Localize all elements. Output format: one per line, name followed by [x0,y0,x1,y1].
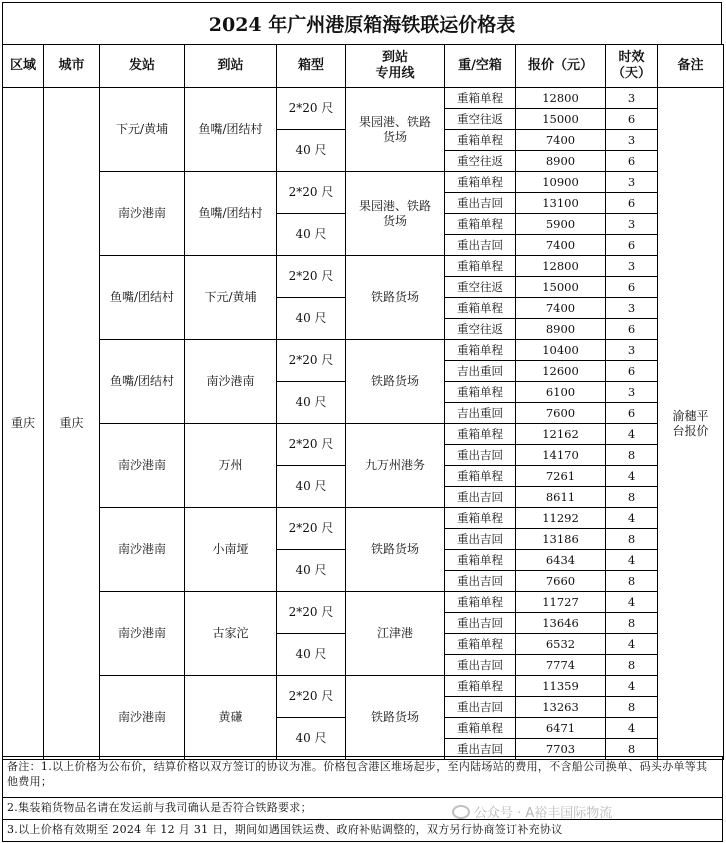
price-cell: 7774 [516,655,606,676]
price-cell: 12600 [516,361,606,382]
from-station-cell: 南沙港南 [100,508,185,592]
price-cell: 10900 [516,172,606,193]
load-cell: 重箱单程 [445,550,516,571]
header-box-type: 箱型 [277,45,346,88]
remark-cell: 渝穗平台报价 [658,88,724,760]
days-cell: 4 [606,466,658,487]
days-cell: 3 [606,340,658,361]
load-cell: 重箱单程 [445,214,516,235]
price-cell: 14170 [516,445,606,466]
load-cell: 重出吉回 [445,193,516,214]
price-cell: 6471 [516,718,606,739]
days-cell: 4 [606,550,658,571]
days-cell: 4 [606,634,658,655]
price-cell: 12800 [516,88,606,109]
days-cell: 3 [606,130,658,151]
load-cell: 重箱单程 [445,718,516,739]
days-cell: 4 [606,592,658,613]
days-cell: 3 [606,88,658,109]
box-type-cell: 40 尺 [277,382,346,424]
price-cell: 5900 [516,214,606,235]
price-cell: 7261 [516,466,606,487]
header-region: 区域 [3,45,44,88]
line-cell: 铁路货场 [346,256,445,340]
table-row [3,88,724,109]
price-cell: 8900 [516,319,606,340]
from-station-cell: 南沙港南 [100,592,185,676]
to-station-cell: 小南垭 [185,508,277,592]
from-station-cell: 南沙港南 [100,172,185,256]
from-station-cell: 南沙港南 [100,676,185,760]
price-cell: 6100 [516,382,606,403]
line-cell: 铁路货场 [346,340,445,424]
days-cell: 4 [606,508,658,529]
box-type-cell: 2*20 尺 [277,424,346,466]
note-1: 备注：1.以上价格为公布价，结算价格以双方签订的协议为准。价格包含港区堆场起步，至内陆场站的费用，不含船公司换单、码头办单等其他费用； [2,756,723,798]
load-cell: 重箱单程 [445,466,516,487]
box-type-cell: 2*20 尺 [277,508,346,550]
watermark [452,802,612,821]
load-cell: 吉出重回 [445,403,516,424]
days-cell: 6 [606,109,658,130]
price-cell: 13100 [516,193,606,214]
load-cell: 重出吉回 [445,571,516,592]
days-cell: 4 [606,718,658,739]
box-type-cell: 40 尺 [277,550,346,592]
load-cell: 重箱单程 [445,424,516,445]
table-row [3,340,724,361]
box-type-cell: 2*20 尺 [277,592,346,634]
header-days: 时效 （天） [606,45,658,88]
load-cell: 重箱单程 [445,298,516,319]
watermark-text: 公众号 · A裕丰国际物流 [474,806,613,821]
to-station-cell: 鱼嘴/团结村 [185,88,277,172]
price-cell: 7400 [516,235,606,256]
note-3: 3.以上价格有效期至 2024 年 12 月 31 日，期间如遇国铁运费、政府补贴调整的，双方另行协商签订补充协议 [2,820,723,842]
load-cell: 重箱单程 [445,256,516,277]
table-row [3,592,724,613]
header-city: 城市 [44,45,100,88]
load-cell: 重出吉回 [445,487,516,508]
price-cell: 11292 [516,508,606,529]
price-cell: 10400 [516,340,606,361]
price-cell: 7400 [516,130,606,151]
box-type-cell: 2*20 尺 [277,676,346,718]
header-load: 重/空箱 [445,45,516,88]
table-body [3,88,724,760]
price-cell: 7600 [516,403,606,424]
price-cell: 7400 [516,298,606,319]
header-line: 到站 专用线 [346,45,445,88]
to-station-cell: 下元/黄埔 [185,256,277,340]
load-cell: 重出吉回 [445,739,516,760]
days-cell: 8 [606,655,658,676]
page-title: 2024 年广州港原箱海铁联运价格表 [2,2,722,44]
days-cell: 4 [606,424,658,445]
price-cell: 13186 [516,529,606,550]
load-cell: 重箱单程 [445,340,516,361]
price-cell: 8900 [516,151,606,172]
table-row [3,424,724,445]
days-cell: 3 [606,172,658,193]
box-type-cell: 40 尺 [277,634,346,676]
table-row [3,256,724,277]
from-station-cell: 鱼嘴/团结村 [100,340,185,424]
load-cell: 重空往返 [445,277,516,298]
days-cell: 3 [606,214,658,235]
box-type-cell: 2*20 尺 [277,172,346,214]
price-cell: 6434 [516,550,606,571]
header-price: 报价（元） [516,45,606,88]
load-cell: 重出吉回 [445,445,516,466]
line-cell: 江津港 [346,592,445,676]
price-cell: 13646 [516,613,606,634]
days-cell: 3 [606,298,658,319]
price-cell: 8611 [516,487,606,508]
load-cell: 重出吉回 [445,235,516,256]
load-cell: 重空往返 [445,319,516,340]
days-cell: 8 [606,571,658,592]
load-cell: 重出吉回 [445,613,516,634]
days-cell: 4 [606,676,658,697]
price-cell: 15000 [516,277,606,298]
load-cell: 重箱单程 [445,676,516,697]
to-station-cell: 南沙港南 [185,340,277,424]
price-cell: 12162 [516,424,606,445]
table-row [3,676,724,697]
price-cell: 13263 [516,697,606,718]
wechat-icon [452,805,470,819]
days-cell: 6 [606,193,658,214]
box-type-cell: 2*20 尺 [277,340,346,382]
line-cell: 果园港、铁路货场 [346,172,445,256]
box-type-cell: 2*20 尺 [277,256,346,298]
days-cell: 8 [606,487,658,508]
days-cell: 6 [606,361,658,382]
load-cell: 重箱单程 [445,88,516,109]
load-cell: 重箱单程 [445,634,516,655]
days-cell: 8 [606,445,658,466]
days-cell: 6 [606,235,658,256]
box-type-cell: 40 尺 [277,466,346,508]
days-cell: 8 [606,739,658,760]
price-cell: 15000 [516,109,606,130]
days-cell: 6 [606,151,658,172]
days-cell: 3 [606,382,658,403]
price-table [2,44,724,760]
load-cell: 重出吉回 [445,697,516,718]
note-2: 2.集装箱货物品名请在发运前与我司确认是否符合铁路要求； [2,798,723,820]
to-station-cell: 鱼嘴/团结村 [185,172,277,256]
from-station-cell: 下元/黄埔 [100,88,185,172]
from-station-cell: 鱼嘴/团结村 [100,256,185,340]
box-type-cell: 40 尺 [277,130,346,172]
days-cell: 6 [606,277,658,298]
box-type-cell: 2*20 尺 [277,88,346,130]
load-cell: 重箱单程 [445,382,516,403]
to-station-cell: 古家沱 [185,592,277,676]
line-cell: 铁路货场 [346,508,445,592]
line-cell: 果园港、铁路货场 [346,88,445,172]
line-cell: 铁路货场 [346,676,445,760]
price-cell: 11727 [516,592,606,613]
load-cell: 重箱单程 [445,130,516,151]
line-cell: 九万州港务 [346,424,445,508]
region-cell: 重庆 [3,88,44,760]
load-cell: 重空往返 [445,151,516,172]
header-from: 发站 [100,45,185,88]
header-to: 到站 [185,45,277,88]
to-station-cell: 黄磏 [185,676,277,760]
city-cell: 重庆 [44,88,100,760]
days-cell: 8 [606,529,658,550]
days-cell: 8 [606,613,658,634]
to-station-cell: 万州 [185,424,277,508]
box-type-cell: 40 尺 [277,718,346,760]
header-remark: 备注 [658,45,724,88]
days-cell: 6 [606,403,658,424]
from-station-cell: 南沙港南 [100,424,185,508]
days-cell: 6 [606,319,658,340]
box-type-cell: 40 尺 [277,298,346,340]
table-row [3,508,724,529]
load-cell: 重箱单程 [445,172,516,193]
notes-section [2,756,723,842]
price-cell: 11359 [516,676,606,697]
days-cell: 3 [606,256,658,277]
price-cell: 6532 [516,634,606,655]
price-cell: 7660 [516,571,606,592]
table-row [3,172,724,193]
load-cell: 吉出重回 [445,361,516,382]
price-cell: 12800 [516,256,606,277]
load-cell: 重出吉回 [445,529,516,550]
days-cell: 8 [606,697,658,718]
price-cell: 7703 [516,739,606,760]
table-header-row [3,45,724,88]
load-cell: 重箱单程 [445,508,516,529]
load-cell: 重空往返 [445,109,516,130]
load-cell: 重箱单程 [445,592,516,613]
load-cell: 重出吉回 [445,655,516,676]
box-type-cell: 40 尺 [277,214,346,256]
